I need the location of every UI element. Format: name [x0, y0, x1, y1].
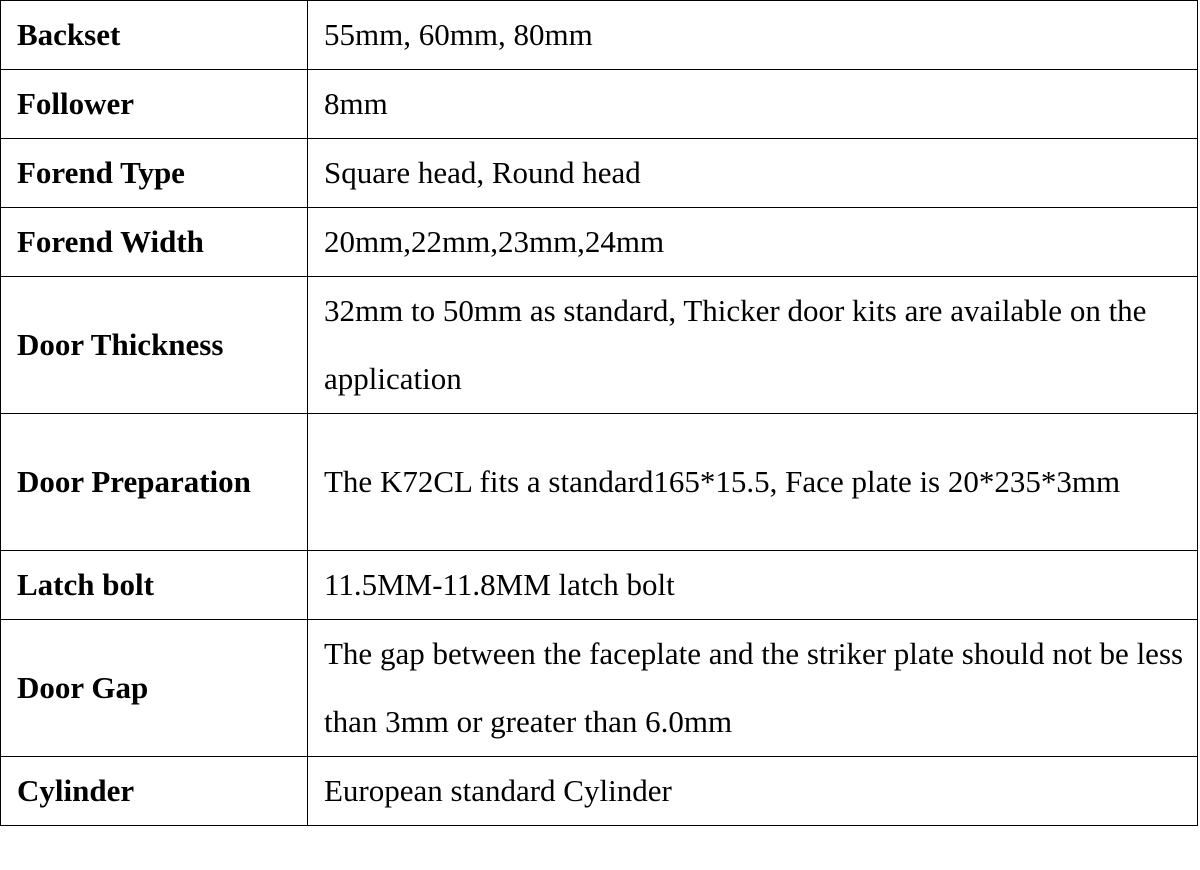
table-row: [1, 277, 1198, 414]
table-row: [1, 70, 1198, 139]
row-value: The gap between the faceplate and the striker plate should not be less than 3mm or greater than 6.0mm: [308, 620, 1198, 757]
row-label: Cylinder: [1, 757, 308, 826]
row-label: Follower: [1, 70, 308, 139]
table-row: [1, 620, 1198, 757]
table-row: [1, 414, 1198, 551]
table-row: [1, 551, 1198, 620]
row-value: The K72CL fits a standard165*15.5, Face plate is 20*235*3mm: [308, 414, 1198, 551]
table-row: [1, 208, 1198, 277]
row-value: European standard Cylinder: [308, 757, 1198, 826]
row-label: Latch bolt: [1, 551, 308, 620]
row-label: Forend Type: [1, 139, 308, 208]
row-label: Door Thickness: [1, 277, 308, 414]
row-label: Backset: [1, 1, 308, 70]
row-label: Forend Width: [1, 208, 308, 277]
row-value: 8mm: [308, 70, 1198, 139]
row-value: 11.5MM-11.8MM latch bolt: [308, 551, 1198, 620]
row-label: Door Gap: [1, 620, 308, 757]
table-row: [1, 139, 1198, 208]
table-row: [1, 757, 1198, 826]
row-value: 32mm to 50mm as standard, Thicker door kits are available on the application: [308, 277, 1198, 414]
row-label: Door Preparation: [1, 414, 308, 551]
row-value: Square head, Round head: [308, 139, 1198, 208]
row-value: 55mm, 60mm, 80mm: [308, 1, 1198, 70]
row-value: 20mm,22mm,23mm,24mm: [308, 208, 1198, 277]
table-row: [1, 1, 1198, 70]
